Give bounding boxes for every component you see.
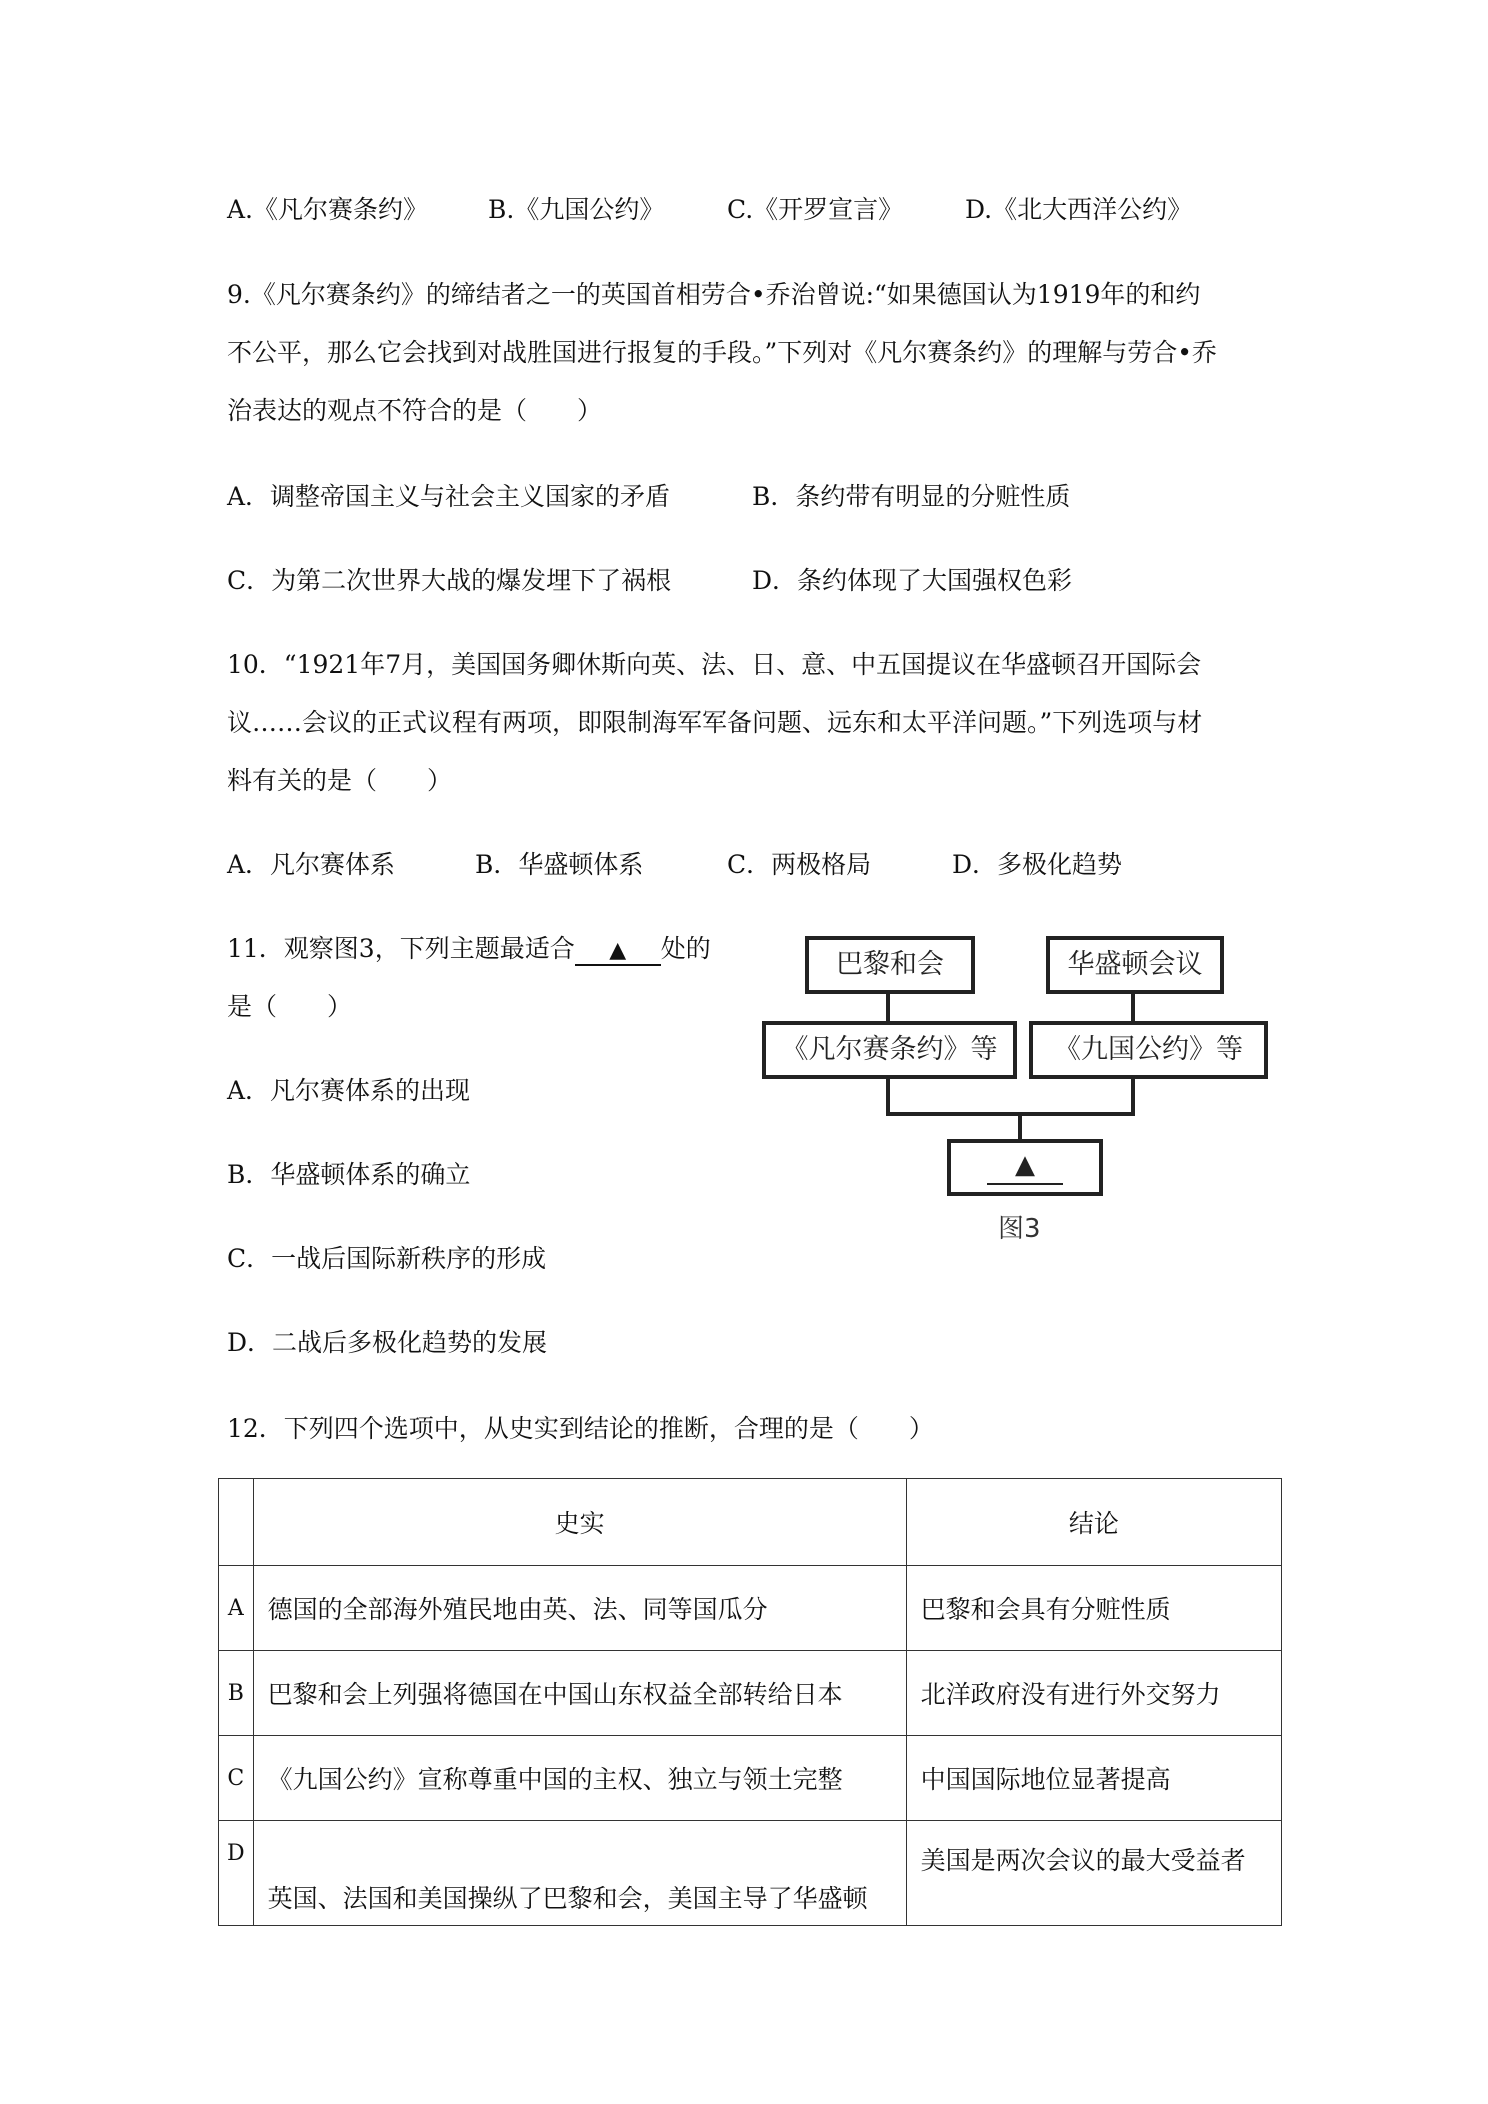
row-letter: A <box>219 1566 254 1651</box>
table-header-empty <box>219 1479 254 1566</box>
row-letter: D <box>219 1821 254 1926</box>
row-fact: 《九国公约》宣称尊重中国的主权、独立与领土完整 <box>253 1736 906 1821</box>
q10-stem-line-3: 料有关的是（ ） <box>227 766 453 795</box>
table-header-conclusion: 结论 <box>906 1479 1281 1566</box>
q10-option-c: C．两极格局 <box>727 850 872 879</box>
q9-option-b: B．条约带有明显的分赃性质 <box>752 482 1071 511</box>
row-fact: 英国、法国和美国操纵了巴黎和会，美国主导了华盛顿 <box>253 1821 906 1926</box>
q9-option-c: C．为第二次世界大战的爆发埋下了祸根 <box>227 566 672 595</box>
q10-stem-line-1: 10．“1921年7月，美国国务卿休斯向英、法、日、意、中五国提议在华盛顿召开国际会 <box>227 650 1202 679</box>
table-header-row <box>219 1479 1282 1566</box>
row-fact: 德国的全部海外殖民地由英、法、同等国瓜分 <box>253 1566 906 1651</box>
q11-option-d: D．二战后多极化趋势的发展 <box>227 1328 548 1357</box>
q11-stem-after: 处的 <box>660 934 711 963</box>
row-conclusion: 北洋政府没有进行外交努力 <box>906 1651 1281 1736</box>
table-row <box>219 1566 1282 1651</box>
triangle-icon: ▲ <box>987 1147 1063 1185</box>
q10-stem-line-2: 议……会议的正式议程有两项，即限制海军军备问题、远东和太平洋问题。”下列选项与材 <box>227 708 1203 737</box>
table-row <box>219 1821 1282 1926</box>
q12-table <box>218 1478 1282 1926</box>
q11-option-b: B．华盛顿体系的确立 <box>227 1160 471 1189</box>
q8-option-c: C.《开罗宣言》 <box>727 195 904 224</box>
q9-stem-line-2: 不公平，那么它会找到对战胜国进行报复的手段。”下列对《凡尔赛条约》的理解与劳合•乔 <box>227 338 1218 367</box>
table-header-fact: 史实 <box>253 1479 906 1566</box>
q8-option-b: B.《九国公约》 <box>488 195 665 224</box>
q11-stem-line-1 <box>227 932 711 966</box>
figure-caption: 图3 <box>998 1214 1041 1244</box>
q9-option-a: A．调整帝国主义与社会主义国家的矛盾 <box>227 482 671 511</box>
q10-option-b: B．华盛顿体系 <box>475 850 644 879</box>
q11-option-c: C．一战后国际新秩序的形成 <box>227 1244 547 1273</box>
row-fact: 巴黎和会上列强将德国在中国山东权益全部转给日本 <box>253 1651 906 1736</box>
q12-stem: 12．下列四个选项中，从史实到结论的推断，合理的是（ ） <box>227 1414 934 1443</box>
q10-option-d: D．多极化趋势 <box>952 850 1123 879</box>
figure-3-diagram <box>755 936 1275 1256</box>
q11-option-a: A．凡尔赛体系的出现 <box>227 1076 471 1105</box>
q11-blank: ▲ <box>575 938 661 966</box>
row-conclusion: 美国是两次会议的最大受益者 <box>906 1821 1281 1926</box>
table-row <box>219 1736 1282 1821</box>
row-conclusion: 中国国际地位显著提高 <box>906 1736 1281 1821</box>
box-result-blank <box>947 1139 1103 1196</box>
row-letter: B <box>219 1651 254 1736</box>
q9-option-d: D．条约体现了大国强权色彩 <box>752 566 1073 595</box>
q11-stem-before: 11．观察图3，下列主题最适合 <box>227 934 575 963</box>
box-nine-power-treaty: 《九国公约》等 <box>1029 1021 1268 1079</box>
box-treaty-of-versailles: 《凡尔赛条约》等 <box>762 1021 1017 1079</box>
box-paris-peace-conference: 巴黎和会 <box>805 936 975 994</box>
table-row <box>219 1651 1282 1736</box>
q8-option-d: D.《北大西洋公约》 <box>965 195 1193 224</box>
row-conclusion: 巴黎和会具有分赃性质 <box>906 1566 1281 1651</box>
row-letter: C <box>219 1736 254 1821</box>
q10-option-a: A．凡尔赛体系 <box>227 850 396 879</box>
box-washington-conference: 华盛顿会议 <box>1046 936 1224 994</box>
q9-stem-line-3: 治表达的观点不符合的是（ ） <box>227 396 603 425</box>
q11-stem-line-2: 是（ ） <box>227 992 353 1021</box>
q9-stem-line-1: 9.《凡尔赛条约》的缔结者之一的英国首相劳合•乔治曾说:“如果德国认为1919年的和约 <box>227 280 1201 309</box>
q8-option-a: A.《凡尔赛条约》 <box>227 195 429 224</box>
